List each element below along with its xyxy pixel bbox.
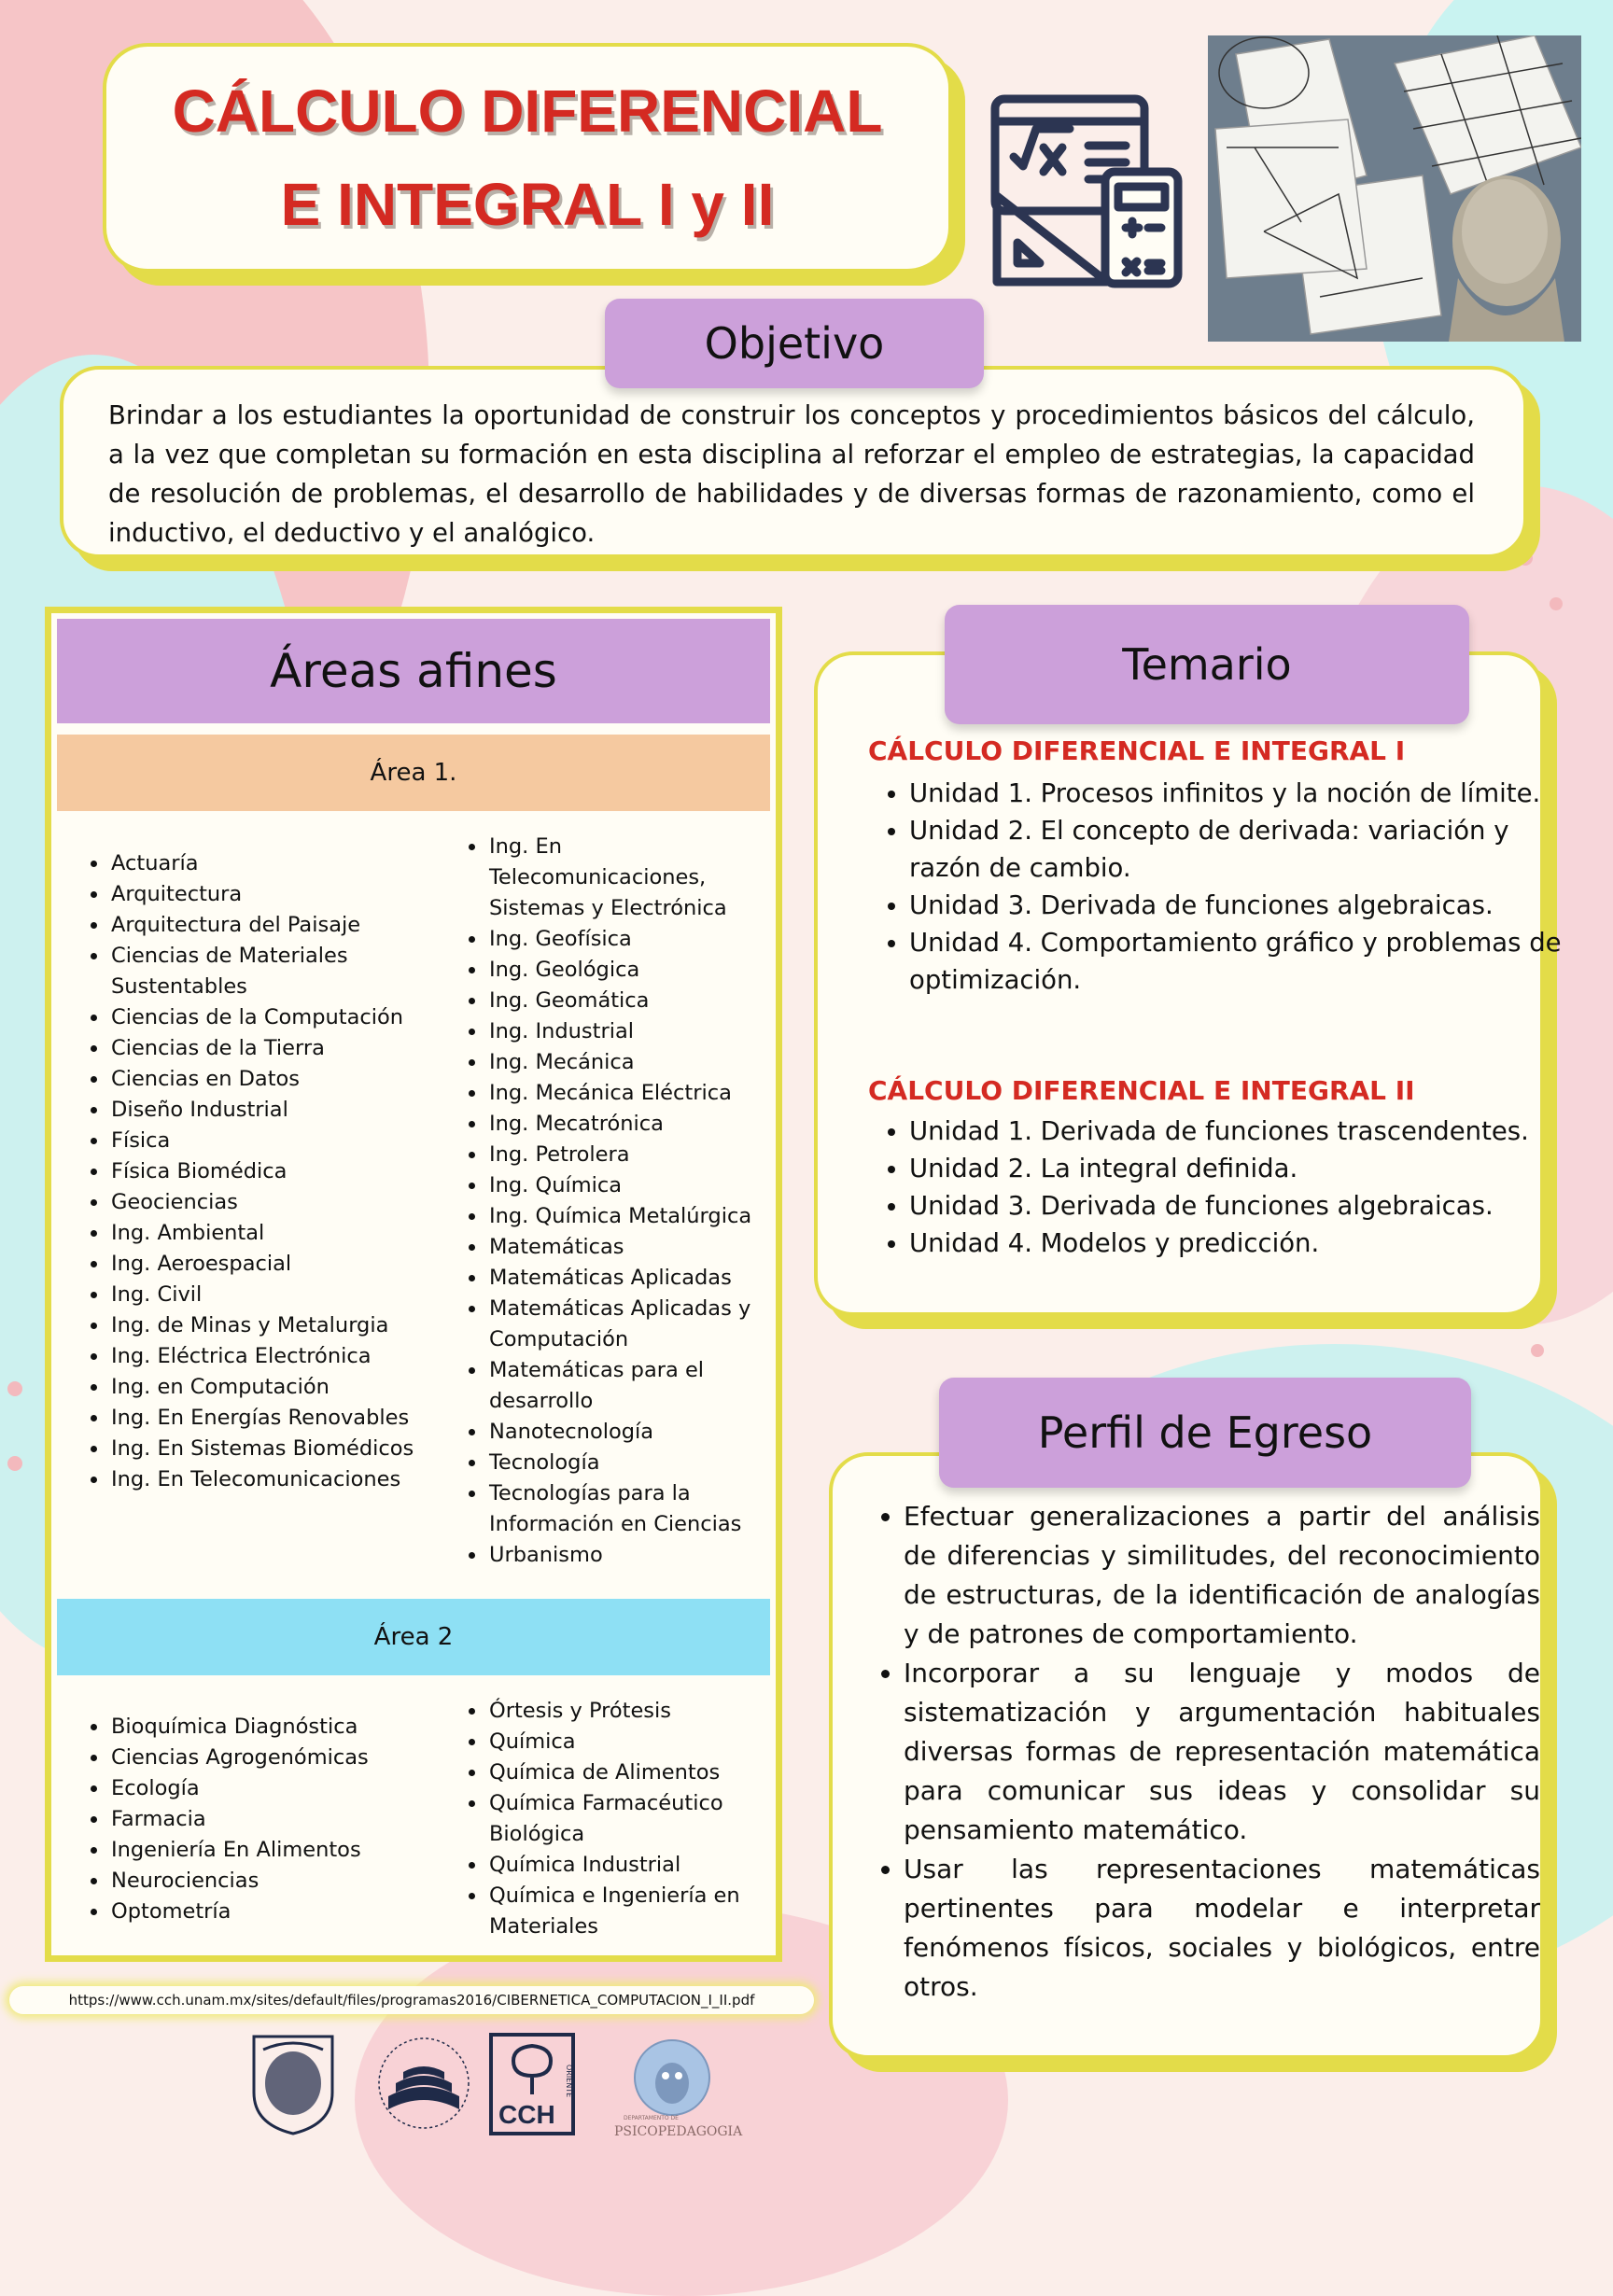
unit-item: • Unidad 2. El concepto de derivada: variación y razón de cambio. — [909, 812, 1563, 887]
area-list-item: • Ing. Mecánica — [487, 1047, 767, 1078]
area-2-list-left — [85, 1712, 460, 1927]
area-list-item: • Ing. Geológica — [487, 955, 767, 986]
page-title-line-1: CÁLCULO DIFERENCIAL — [172, 77, 883, 145]
colegio-ciencias-logo — [370, 2031, 478, 2135]
area-list-item: • Ing. En Telecomunicaciones, Sistemas y Electrónica — [487, 832, 767, 924]
cch-oriente-logo — [489, 2033, 575, 2135]
area-list-item: • Tecnologías para la Información en Ciencias — [487, 1478, 767, 1540]
title-box — [103, 43, 952, 273]
area-list-item: • Ciencias Agrogenómicas — [109, 1743, 460, 1773]
area-list-item: • Ing. Aeroespacial — [109, 1249, 460, 1280]
area-list-item: • Ciencias de la Tierra — [109, 1033, 460, 1064]
unit-item: • Unidad 2. La integral definida. — [909, 1150, 1563, 1187]
perfil-label: Perfil de Egreso — [939, 1378, 1471, 1488]
bg-dot — [7, 1381, 22, 1396]
area-list-item: • Ingeniería En Alimentos — [109, 1835, 460, 1866]
area-list-item: • Ing. en Computación — [109, 1372, 460, 1403]
area-list-item: • Ing. Química Metalúrgica — [487, 1201, 767, 1232]
cch-logo-text: CCH — [498, 2100, 555, 2129]
area-list-item: • Ciencias en Datos — [109, 1064, 460, 1095]
area-list-item: • Farmacia — [109, 1804, 460, 1835]
area-list-item: • Nanotecnología — [487, 1417, 767, 1448]
math-calculator-icon — [986, 93, 1187, 293]
area-list-item: • Ing. En Energías Renovables — [109, 1403, 460, 1434]
source-link[interactable]: https://www.cch.unam.mx/sites/default/files/programas2016/CIBERNETICA_COMPUTACION_I_II.pdf — [9, 1986, 814, 2014]
area-list-item: • Ecología — [109, 1773, 460, 1804]
bust-sculpture — [1449, 175, 1564, 342]
objective-text: Brindar a los estudiantes la oportunidad de construir los conceptos y procedimientos básicos del cálculo, a la vez que completan su formación en esta disciplina al reforzar el empleo de estrategias, la capacidad de resolución de problemas, el desarrollo de habilidades y de diversas formas de razonamiento, como el inductivo, el deductivo y el analógico. — [108, 400, 1475, 548]
area-list-item: • Ing. Eléctrica Electrónica — [109, 1341, 460, 1372]
area-list-item: • Ing. Geofísica — [487, 924, 767, 955]
unam-logo — [245, 2031, 342, 2135]
cch-logo-side-text: ORIENTE — [565, 2065, 573, 2098]
area-list-item: • Ciencias de la Computación — [109, 1002, 460, 1033]
area-list-item: • Física — [109, 1126, 460, 1156]
area-list-item: • Matemáticas para el desarrollo — [487, 1355, 767, 1417]
psico-text: PSICOPEDAGOGIA — [614, 2124, 743, 2139]
area-list-item: • Ing. de Minas y Metalurgia — [109, 1310, 460, 1341]
unit-item: • Unidad 1. Derivada de funciones trascendentes. — [909, 1113, 1563, 1150]
area-list-item: • Neurociencias — [109, 1866, 460, 1897]
area-list-item: • Órtesis y Prótesis — [487, 1696, 767, 1727]
perfil-item: • Efectuar generalizaciones a partir del análisis de diferencias y similitudes, del reconocimiento de estructuras, de la identificación de analogías y de patrones de comportamiento. — [904, 1497, 1540, 1654]
area-list-item: • Matemáticas Aplicadas — [487, 1263, 767, 1294]
course-1-units — [881, 775, 1563, 999]
area-list-item: • Actuaría — [109, 848, 460, 879]
area-list-item: • Ing. Petrolera — [487, 1140, 767, 1170]
area-list-item: • Ing. Mecatrónica — [487, 1109, 767, 1140]
area-list-item: • Ing. Química — [487, 1170, 767, 1201]
area-list-item: • Ing. En Sistemas Biomédicos — [109, 1434, 460, 1464]
area-list-item: • Química e Ingeniería en Materiales — [487, 1881, 767, 1942]
area-list-item: • Química Farmacéutico Biológica — [487, 1788, 767, 1850]
geometry-thales-image — [1208, 35, 1581, 342]
area-list-item: • Bioquímica Diagnóstica — [109, 1712, 460, 1743]
area-1-list-left — [85, 848, 460, 1495]
area-list-item: • Urbanismo — [487, 1540, 767, 1571]
psicopedagogia-logo — [605, 2037, 743, 2145]
bg-dot — [1550, 597, 1563, 610]
area-list-item: • Tecnología — [487, 1448, 767, 1478]
area-1-list-right — [463, 832, 767, 1571]
areas-afines-header: Áreas afines — [57, 619, 770, 723]
perfil-list — [876, 1497, 1540, 2007]
unit-item: • Unidad 4. Comportamiento gráfico y problemas de optimización. — [909, 924, 1563, 999]
perfil-item: • Usar las representaciones matemáticas pertinentes para modelar e interpretar fenómenos físicos, sociales y biológicos, entre otros. — [904, 1850, 1540, 2007]
area-1-band: Área 1. — [57, 735, 770, 811]
area-list-item: • Arquitectura — [109, 879, 460, 910]
owl-icon — [605, 2037, 739, 2121]
unit-item: • Unidad 3. Derivada de funciones algebraicas. — [909, 887, 1563, 924]
area-list-item: • Química de Alimentos — [487, 1757, 767, 1788]
area-2-band: Área 2 — [57, 1599, 770, 1675]
course-2-units — [881, 1113, 1563, 1262]
area-list-item: • Ing. En Telecomunicaciones — [109, 1464, 460, 1495]
area-list-item: • Ing. Ambiental — [109, 1218, 460, 1249]
area-list-item: • Ing. Civil — [109, 1280, 460, 1310]
bg-dot — [1531, 1344, 1544, 1357]
area-list-item: • Matemáticas — [487, 1232, 767, 1263]
area-list-item: • Diseño Industrial — [109, 1095, 460, 1126]
bg-dot — [1518, 551, 1533, 566]
tree-icon — [506, 2044, 558, 2096]
area-list-item: • Química — [487, 1727, 767, 1757]
area-list-item: • Ing. Mecánica Eléctrica — [487, 1078, 767, 1109]
area-list-item: • Ing. Geomática — [487, 986, 767, 1016]
bg-dot — [7, 1456, 22, 1471]
area-list-item: • Ing. Industrial — [487, 1016, 767, 1047]
area-list-item: • Optometría — [109, 1897, 460, 1927]
area-list-item: • Geociencias — [109, 1187, 460, 1218]
area-list-item: • Arquitectura del Paisaje — [109, 910, 460, 941]
course-1-title: CÁLCULO DIFERENCIAL E INTEGRAL I — [868, 735, 1406, 766]
temario-label: Temario — [945, 605, 1469, 724]
course-2-title: CÁLCULO DIFERENCIAL E INTEGRAL II — [868, 1075, 1415, 1106]
area-list-item: • Ciencias de Materiales Sustentables — [109, 941, 460, 1002]
psico-dept-text: DEPARTAMENTO DE — [624, 2115, 679, 2121]
unit-item: • Unidad 4. Modelos y predicción. — [909, 1225, 1563, 1262]
page-title-line-2: E INTEGRAL I y II — [280, 171, 775, 238]
area-list-item: • Matemáticas Aplicadas y Computación — [487, 1294, 767, 1355]
unit-item: • Unidad 3. Derivada de funciones algebraicas. — [909, 1187, 1563, 1225]
areas-afines-panel — [45, 607, 782, 1962]
area-2-list-right — [463, 1696, 767, 1942]
area-list-item: • Física Biomédica — [109, 1156, 460, 1187]
objective-label: Objetivo — [605, 299, 984, 388]
unit-item: • Unidad 1. Procesos infinitos y la noción de límite. — [909, 775, 1563, 812]
area-list-item: • Química Industrial — [487, 1850, 767, 1881]
perfil-item: • Incorporar a su lenguaje y modos de sistematización y argumentación habituales diversas formas de representación matemática para comunicar sus ideas y consolidar su pensamiento matemático. — [904, 1654, 1540, 1850]
